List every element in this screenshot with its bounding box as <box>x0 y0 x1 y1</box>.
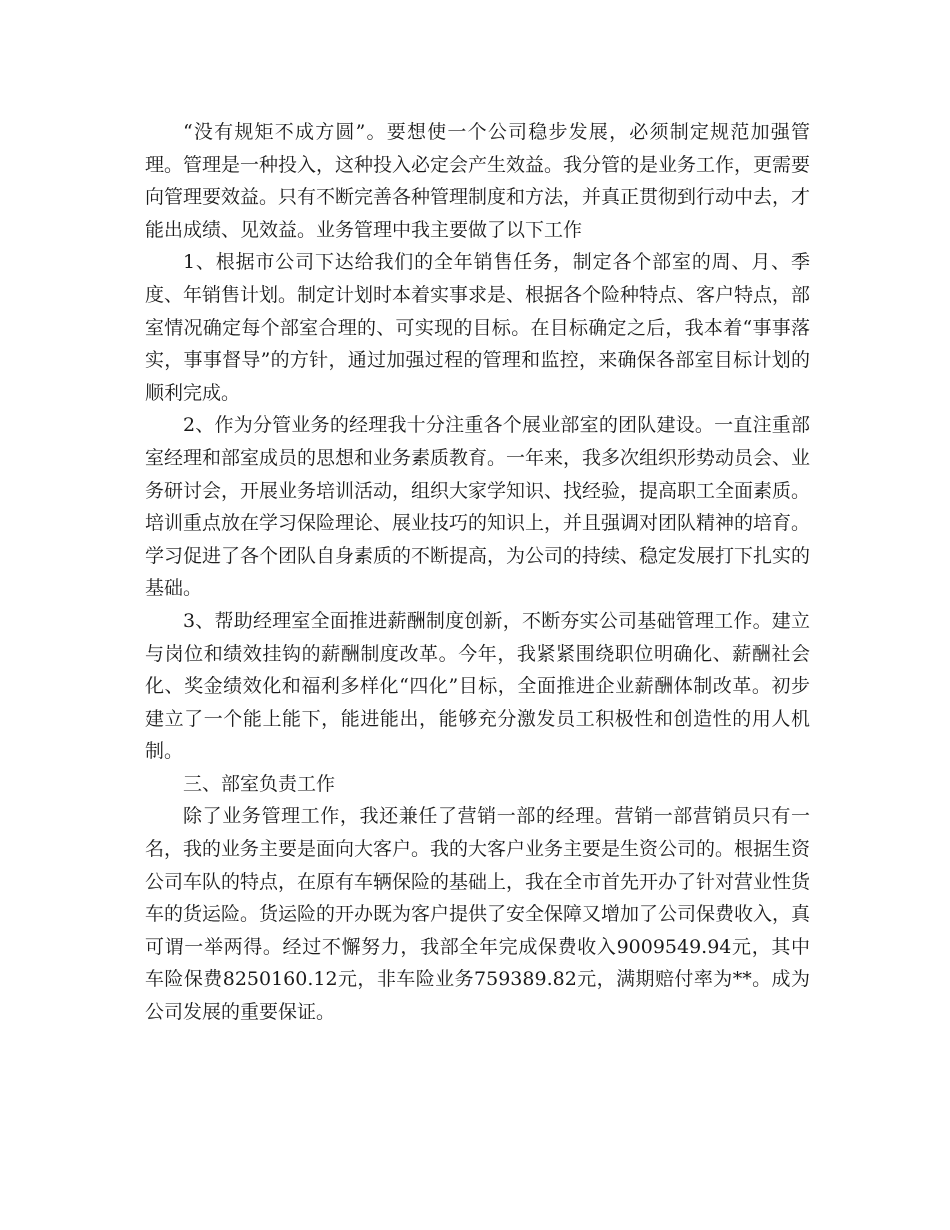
paragraph-item-1: 1、根据市公司下达给我们的全年销售任务，制定各个部室的周、月、季度、年销售计划。制定计划时本着实事求是、根据各个险种特点、客户特点，部室情况确定每个部室合理的、可实现的目标。在目标确定之后，我本着“事事落实，事事督导”的方针，通过加强过程的管理和监控，来确保各部室目标计划的顺利完成。 <box>145 251 811 404</box>
section-heading: 三、部室负责工作 <box>183 772 336 795</box>
paragraph-intro: “没有规矩不成方圆”。要想使一个公司稳步发展，必须制定规范加强管理。管理是一种投入，这种投入必定会产生效益。我分管的是业务工作，更需要向管理要效益。只有不断完善各种管理制度和方法，并真正贯彻到行动中去，才能出成绩、见效益。业务管理中我主要做了以下工作 <box>145 121 811 241</box>
paragraph-item-2: 2、作为分管业务的经理我十分注重各个展业部室的团队建设。一直注重部室经理和部室成员的思想和业务素质教育。一年来，我多次组织形势动员会、业务研讨会，开展业务培训活动，组织大家学知识、找经验，提高职工全面素质。培训重点放在学习保险理论、展业技巧的知识上，并且强调对团队精神的培育。学习促进了各个团队自身素质的不断提高，为公司的持续、稳定发展打下扎实的基础。 <box>145 414 811 600</box>
paragraph-item-3: 3、帮助经理室全面推进薪酬制度创新，不断夯实公司基础管理工作。建立与岗位和绩效挂钩的薪酬制度改革。今年，我紧紧围绕职位明确化、薪酬社会化、奖金绩效化和福利多样化“四化”目标，全面推进企业薪酬体制改革。初步建立了一个能上能下，能进能出，能够充分激发员工积极性和创造性的用人机制。 <box>145 609 810 763</box>
document-body <box>145 116 810 1029</box>
paragraph-department: 除了业务管理工作，我还兼任了营销一部的经理。营销一部营销员只有一名，我的业务主要是面向大客户。我的大客户业务主要是生资公司的。根据生资公司车队的特点，在原有车辆保险的基础上，我在全市首先开办了针对营业性货车的货运险。货运险的开办既为客户提供了安全保障又增加了公司保费收入，真可谓一举两得。经过不懈努力，我部全年完成保费收入9009549.94元，其中车险保费8250160.12元，非车险业务759389.82元，满期赔付率为**。成为公司发展的重要保证。 <box>145 805 811 1024</box>
